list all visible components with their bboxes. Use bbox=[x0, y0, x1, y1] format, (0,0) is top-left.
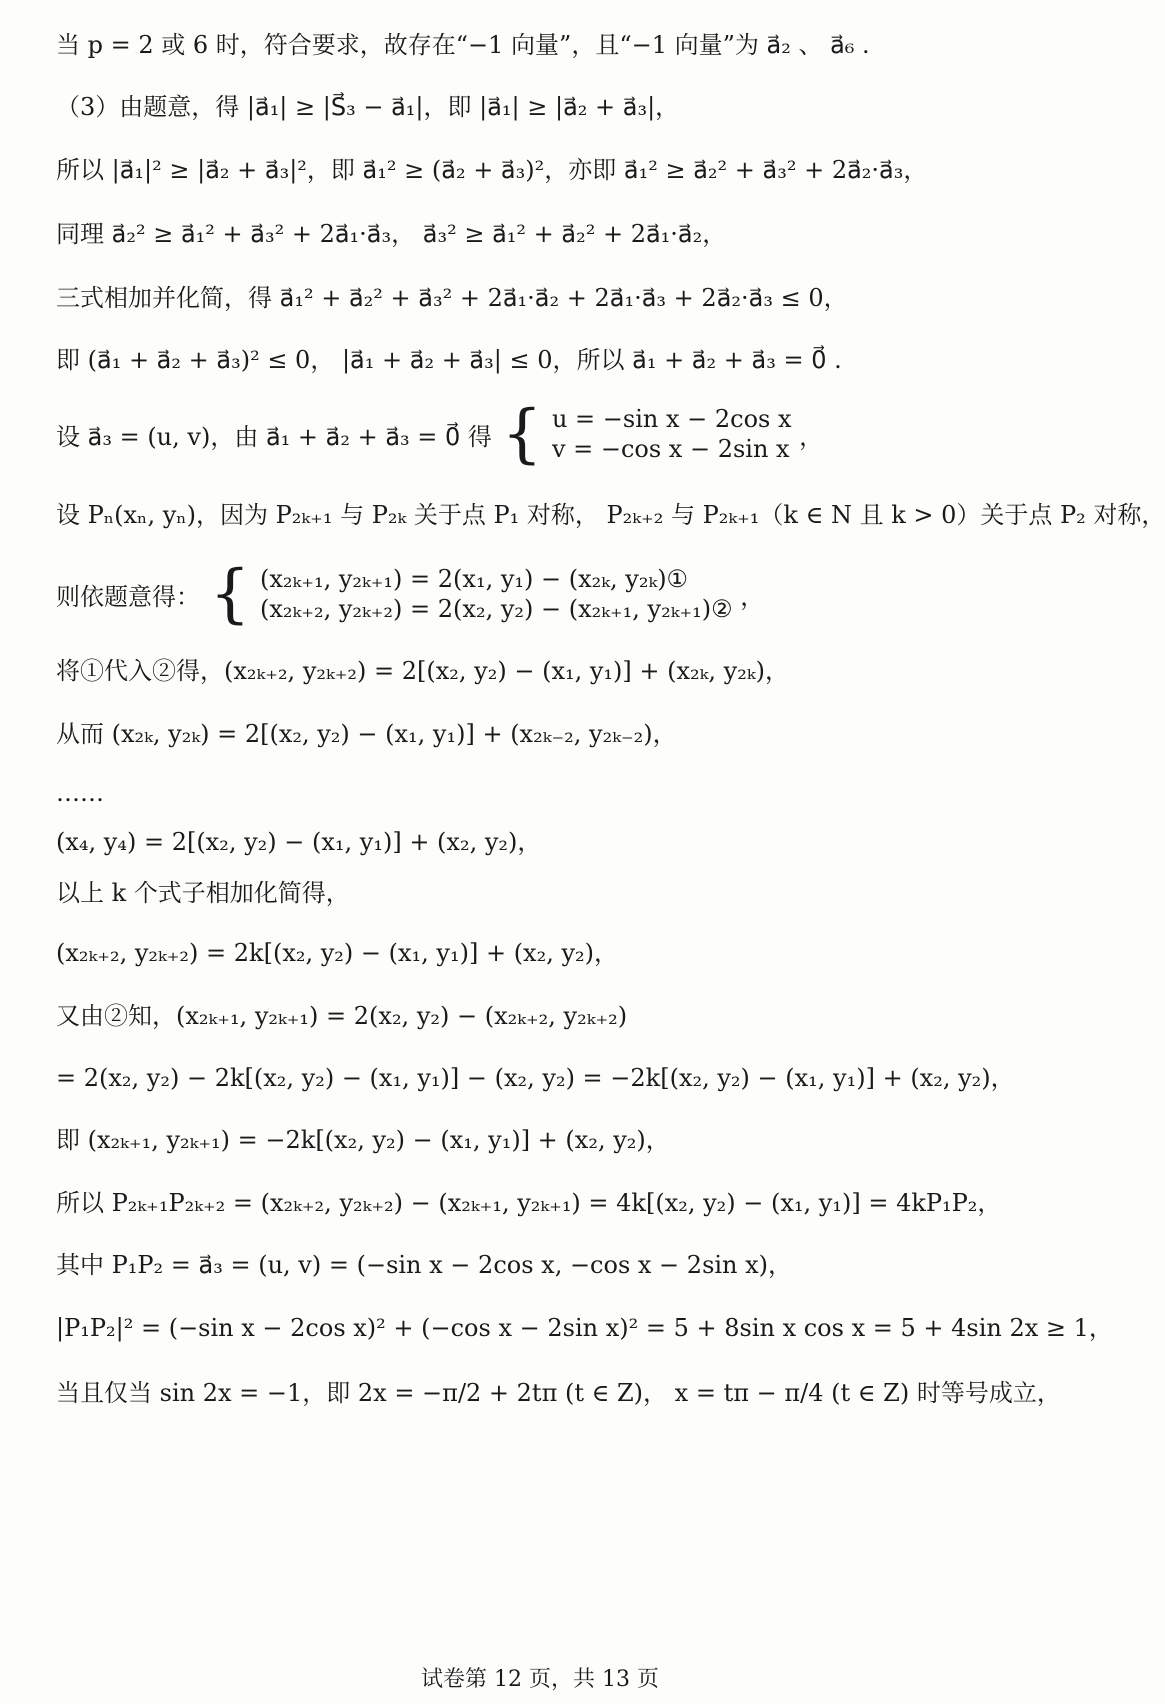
text-line: |P₁P₂|² = (−sin x − 2cos x)² + (−cos x − 2sin x)² = 5 + 8sin x cos x = 5 + 4sin 2x ≥ 1， bbox=[56, 1314, 1113, 1342]
text-line: 设 Pₙ(xₙ, yₙ)，因为 P₂ₖ₊₁ 与 P₂ₖ 关于点 P₁ 对称， P₂ₖ₊₂ 与 P₂ₖ₊₁（k ∈ N 且 k > 0）关于点 P₂ 对称， bbox=[56, 501, 1165, 529]
text-line: 其中 P₁P₂ = a⃗₃ = (u, v) = (−sin x − 2cos x, −cos x − 2sin x)， bbox=[56, 1251, 793, 1279]
text-line: 当且仅当 sin 2x = −1，即 2x = −π/2 + 2tπ (t ∈ Z)， x = tπ − π/4 (t ∈ Z) 时等号成立， bbox=[56, 1379, 1061, 1407]
system-row: u = −sin x − 2cos x bbox=[551, 405, 792, 433]
system-row: v = −cos x − 2sin x bbox=[551, 435, 790, 463]
text-line: 以上 k 个式子相加化简得， bbox=[56, 879, 350, 907]
text-line: （3）由题意，得 |a⃗₁| ≥ |S⃗₃ − a⃗₁|，即 |a⃗₁| ≥ |a⃗₂ + a⃗₃|， bbox=[56, 93, 680, 121]
text-line: 三式相加并化简，得 a⃗₁² + a⃗₂² + a⃗₃² + 2a⃗₁·a⃗₂ + 2a⃗₁·a⃗₃ + 2a⃗₂·a⃗₃ ≤ 0， bbox=[56, 284, 848, 312]
text-line: 即 (a⃗₁ + a⃗₂ + a⃗₃)² ≤ 0， |a⃗₁ + a⃗₂ + a⃗₃| ≤ 0，所以 a⃗₁ + a⃗₂ + a⃗₃ = 0⃗ . bbox=[56, 346, 842, 374]
text-line: 当 p = 2 或 6 时，符合要求，故存在“−1 向量”，且“−1 向量”为 a⃗₂ 、 a⃗₆ . bbox=[56, 31, 870, 59]
text-line: 将①代入②得，(x₂ₖ₊₂, y₂ₖ₊₂) = 2[(x₂, y₂) − (x₁, y₁)] + (x₂ₖ, y₂ₖ)， bbox=[56, 657, 789, 685]
text-line: 所以 |a⃗₁|² ≥ |a⃗₂ + a⃗₃|²，即 a⃗₁² ≥ (a⃗₂ + a⃗₃)²，亦即 a⃗₁² ≥ a⃗₂² + a⃗₃² + 2a⃗₂·a⃗₃， bbox=[56, 156, 928, 184]
text-line: (x₂ₖ₊₂, y₂ₖ₊₂) = 2k[(x₂, y₂) − (x₁, y₁)] + (x₂, y₂)， bbox=[56, 939, 619, 967]
text-line: (x₄, y₄) = 2[(x₂, y₂) − (x₁, y₁)] + (x₂, y₂)， bbox=[56, 828, 542, 856]
text-line: 从而 (x₂ₖ, y₂ₖ) = 2[(x₂, y₂) − (x₁, y₁)] + (x₂ₖ₋₂, y₂ₖ₋₂)， bbox=[56, 720, 677, 748]
text-line: = 2(x₂, y₂) − 2k[(x₂, y₂) − (x₁, y₁)] − (x₂, y₂) = −2k[(x₂, y₂) − (x₁, y₁)] + (x₂, y₂)， bbox=[56, 1064, 1015, 1092]
equation-system-uv bbox=[56, 397, 1046, 471]
equation-system-points bbox=[56, 557, 1046, 631]
text-line: 又由②知，(x₂ₖ₊₁, y₂ₖ₊₁) = 2(x₂, y₂) − (x₂ₖ₊₂, y₂ₖ₊₂) bbox=[56, 1002, 628, 1030]
ellipsis-line: …… bbox=[56, 779, 104, 807]
page-footer: 试卷第 12 页，共 13 页 bbox=[421, 1667, 659, 1692]
system-row: (x₂ₖ₊₁, y₂ₖ₊₁) = 2(x₁, y₁) − (x₂ₖ, y₂ₖ)① bbox=[260, 565, 689, 593]
system-tail: ， bbox=[740, 582, 765, 611]
brace-symbol: { bbox=[209, 557, 251, 631]
system-lead: 设 a⃗₃ = (u, v)，由 a⃗₁ + a⃗₂ + a⃗₃ = 0⃗ 得 bbox=[56, 422, 492, 451]
system-lead: 则依题意得： bbox=[56, 582, 200, 611]
text-line: 同理 a⃗₂² ≥ a⃗₁² + a⃗₃² + 2a⃗₁·a⃗₃， a⃗₃² ≥ a⃗₁² + a⃗₂² + 2a⃗₁·a⃗₂， bbox=[56, 220, 727, 248]
brace-symbol: { bbox=[501, 397, 543, 471]
system-row: (x₂ₖ₊₂, y₂ₖ₊₂) = 2(x₂, y₂) − (x₂ₖ₊₁, y₂ₖ₊₁)② bbox=[260, 595, 733, 623]
text-line: 所以 P₂ₖ₊₁P₂ₖ₊₂ = (x₂ₖ₊₂, y₂ₖ₊₂) − (x₂ₖ₊₁, y₂ₖ₊₁) = 4k[(x₂, y₂) − (x₁, y₁)] = 4kP₁P₂， bbox=[56, 1189, 1002, 1217]
text-line: 即 (x₂ₖ₊₁, y₂ₖ₊₁) = −2k[(x₂, y₂) − (x₁, y₁)] + (x₂, y₂)， bbox=[56, 1126, 670, 1154]
system-tail: ， bbox=[799, 422, 824, 451]
